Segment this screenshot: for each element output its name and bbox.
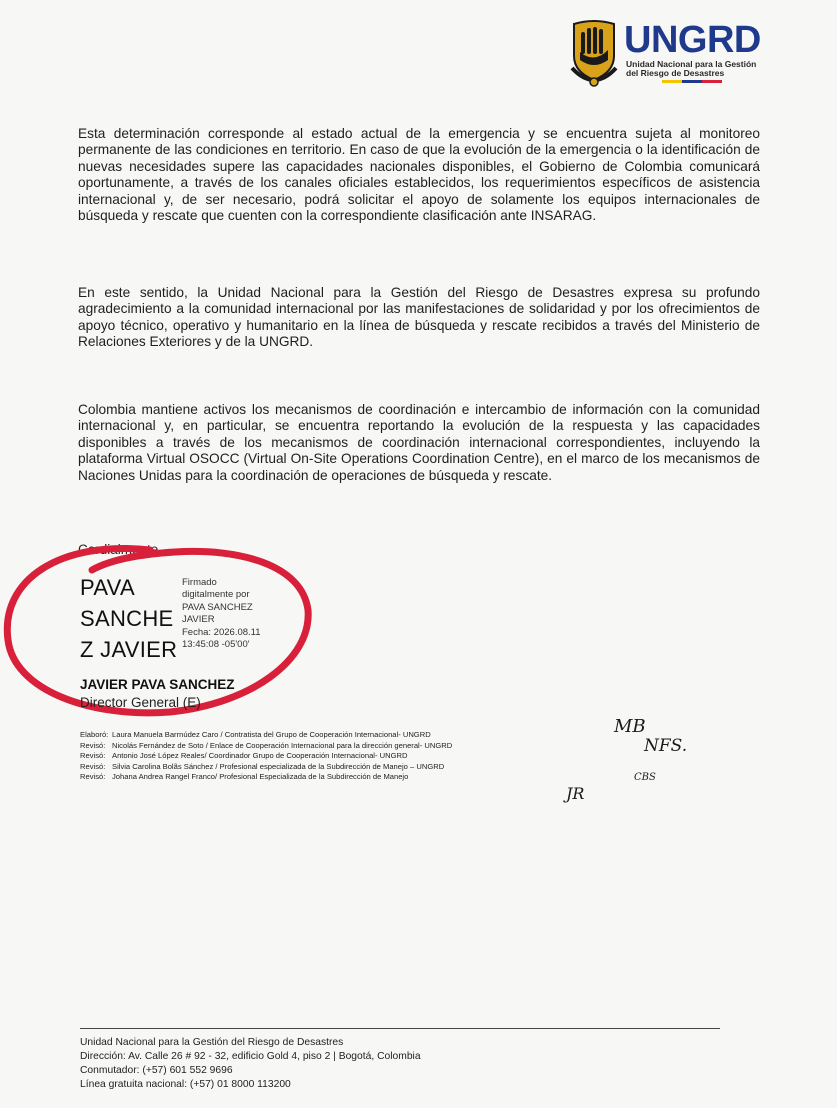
closing-salutation: Cordialmente,: [78, 542, 163, 557]
director-title: Director General (E): [80, 695, 201, 710]
paragraph-1: Esta determinación corresponde al estado actual de la emergencia y se encuentra sujeta al monitoreo permanente de las condiciones en territorio. En caso de que la evolución de la emergencia o la identificación de nuevas necesidades supere las capacidades nacionales disponibles, el Gobierno de Colombia comunicará oportunamente, a través de los canales oficiales establecidos, los requerimientos específicos de asistencia internacional y, de ser necesario, podrá solicitar el apoyo de solamente los equipos internacionales de búsqueda y rescate que cuenten con la correspondiente clasificación ante INSARAG.: [78, 126, 760, 224]
review-text: Nicolás Fernández de Soto / Enlace de Cooperación Internacional para la dirección general- UNGRD: [112, 740, 453, 750]
footer-organization: Unidad Nacional para la Gestión del Riesgo de Desastres: [80, 1037, 344, 1048]
signature-detail-1: Firmado: [182, 577, 217, 588]
ungrd-emblem-icon: [568, 20, 620, 88]
review-line: [80, 751, 720, 762]
review-role: Revisó:: [80, 772, 106, 782]
handwritten-initials-4: JR: [566, 784, 585, 803]
review-text: Silvia Carolina Bolãs Sánchez / Profesional especializada de la Subdirección de Manejo – UNGRD: [112, 761, 445, 771]
handwritten-initials-3: CBS: [634, 772, 656, 783]
review-text: Laura Manuela Barrnúdez Caro / Contratista del Grupo de Cooperación Internacional- UNGRD: [112, 730, 431, 739]
signature-detail-4: JAVIER: [182, 614, 215, 626]
signature-detail-5: Fecha: 2026.08.11: [182, 626, 261, 638]
footer-phone: Conmutador: (+57) 601 552 9696: [80, 1065, 233, 1076]
signature-detail-2: digitalmente por: [182, 589, 250, 601]
logo-subtitle-line-2: del Riesgo de Desastres: [626, 68, 725, 78]
red-circle-annotation: [0, 540, 320, 720]
handwritten-initials-1: MB: [614, 716, 646, 737]
ungrd-logo: [568, 20, 808, 90]
director-name: JAVIER PAVA SANCHEZ: [80, 677, 235, 692]
flag-stripe: [662, 80, 722, 83]
review-role: Revisó:: [80, 740, 106, 750]
signature-detail-3: PAVA SANCHEZ: [182, 601, 253, 613]
signature-name-line-3: Z JAVIER: [80, 637, 178, 662]
review-line: [80, 741, 720, 752]
review-role: Revisó:: [80, 751, 106, 761]
signature-name-line-1: PAVA: [80, 575, 135, 600]
paragraph-3: Colombia mantiene activos los mecanismos de coordinación e intercambio de información con la comunidad internacional y, en particular, se encuentra reportando la evolución de la respuesta y las capacidades disponibles a través de los mecanismos de coordinación internacional correspondientes, incluyendo la plataforma Virtual OSOCC (Virtual On-Site Operations Coordination Centre), en el marco de los mecanismos de Naciones Unidas para la coordinación de operaciones de búsqueda y rescate.: [78, 402, 760, 483]
review-role: Revisó:: [80, 761, 106, 771]
logo-subtitle-line-1: Unidad Nacional para la Gestión: [626, 59, 757, 69]
review-line: [80, 762, 720, 773]
review-line: [80, 772, 720, 783]
review-text: Antonio José López Reales/ Coordinador Grupo de Cooperación Internacional- UNGRD: [112, 751, 408, 761]
logo-wordmark: UNGRD: [624, 19, 761, 61]
signature-name-line-2: SANCHE: [80, 606, 174, 631]
review-text: Johana Andrea Rangel Franco/ Profesional Especializada de la Subdirección de Manejo: [112, 772, 409, 782]
footer-divider: [80, 1028, 720, 1029]
footer-address: Dirección: Av. Calle 26 # 92 - 32, edificio Gold 4, piso 2 | Bogotá, Colombia: [80, 1051, 421, 1062]
handwritten-initials-2: NFS.: [644, 736, 688, 756]
review-list: [80, 730, 720, 783]
review-role: Elaboró:: [80, 730, 109, 739]
footer: [80, 1036, 720, 1092]
footer-toll-free: Línea gratuita nacional: (+57) 01 8000 113200: [80, 1079, 291, 1090]
paragraph-2: En este sentido, la Unidad Nacional para la Gestión del Riesgo de Desastres expresa su profundo agradecimiento a la comunidad internacional por las manifestaciones de solidaridad y por los ofrecimientos de apoyo técnico, operativo y humanitario en la línea de búsqueda y rescate recibidos a través del Ministerio de Relaciones Exteriores y de la UNGRD.: [78, 285, 760, 350]
signature-detail-6: 13:45:08 -05'00': [182, 639, 250, 651]
